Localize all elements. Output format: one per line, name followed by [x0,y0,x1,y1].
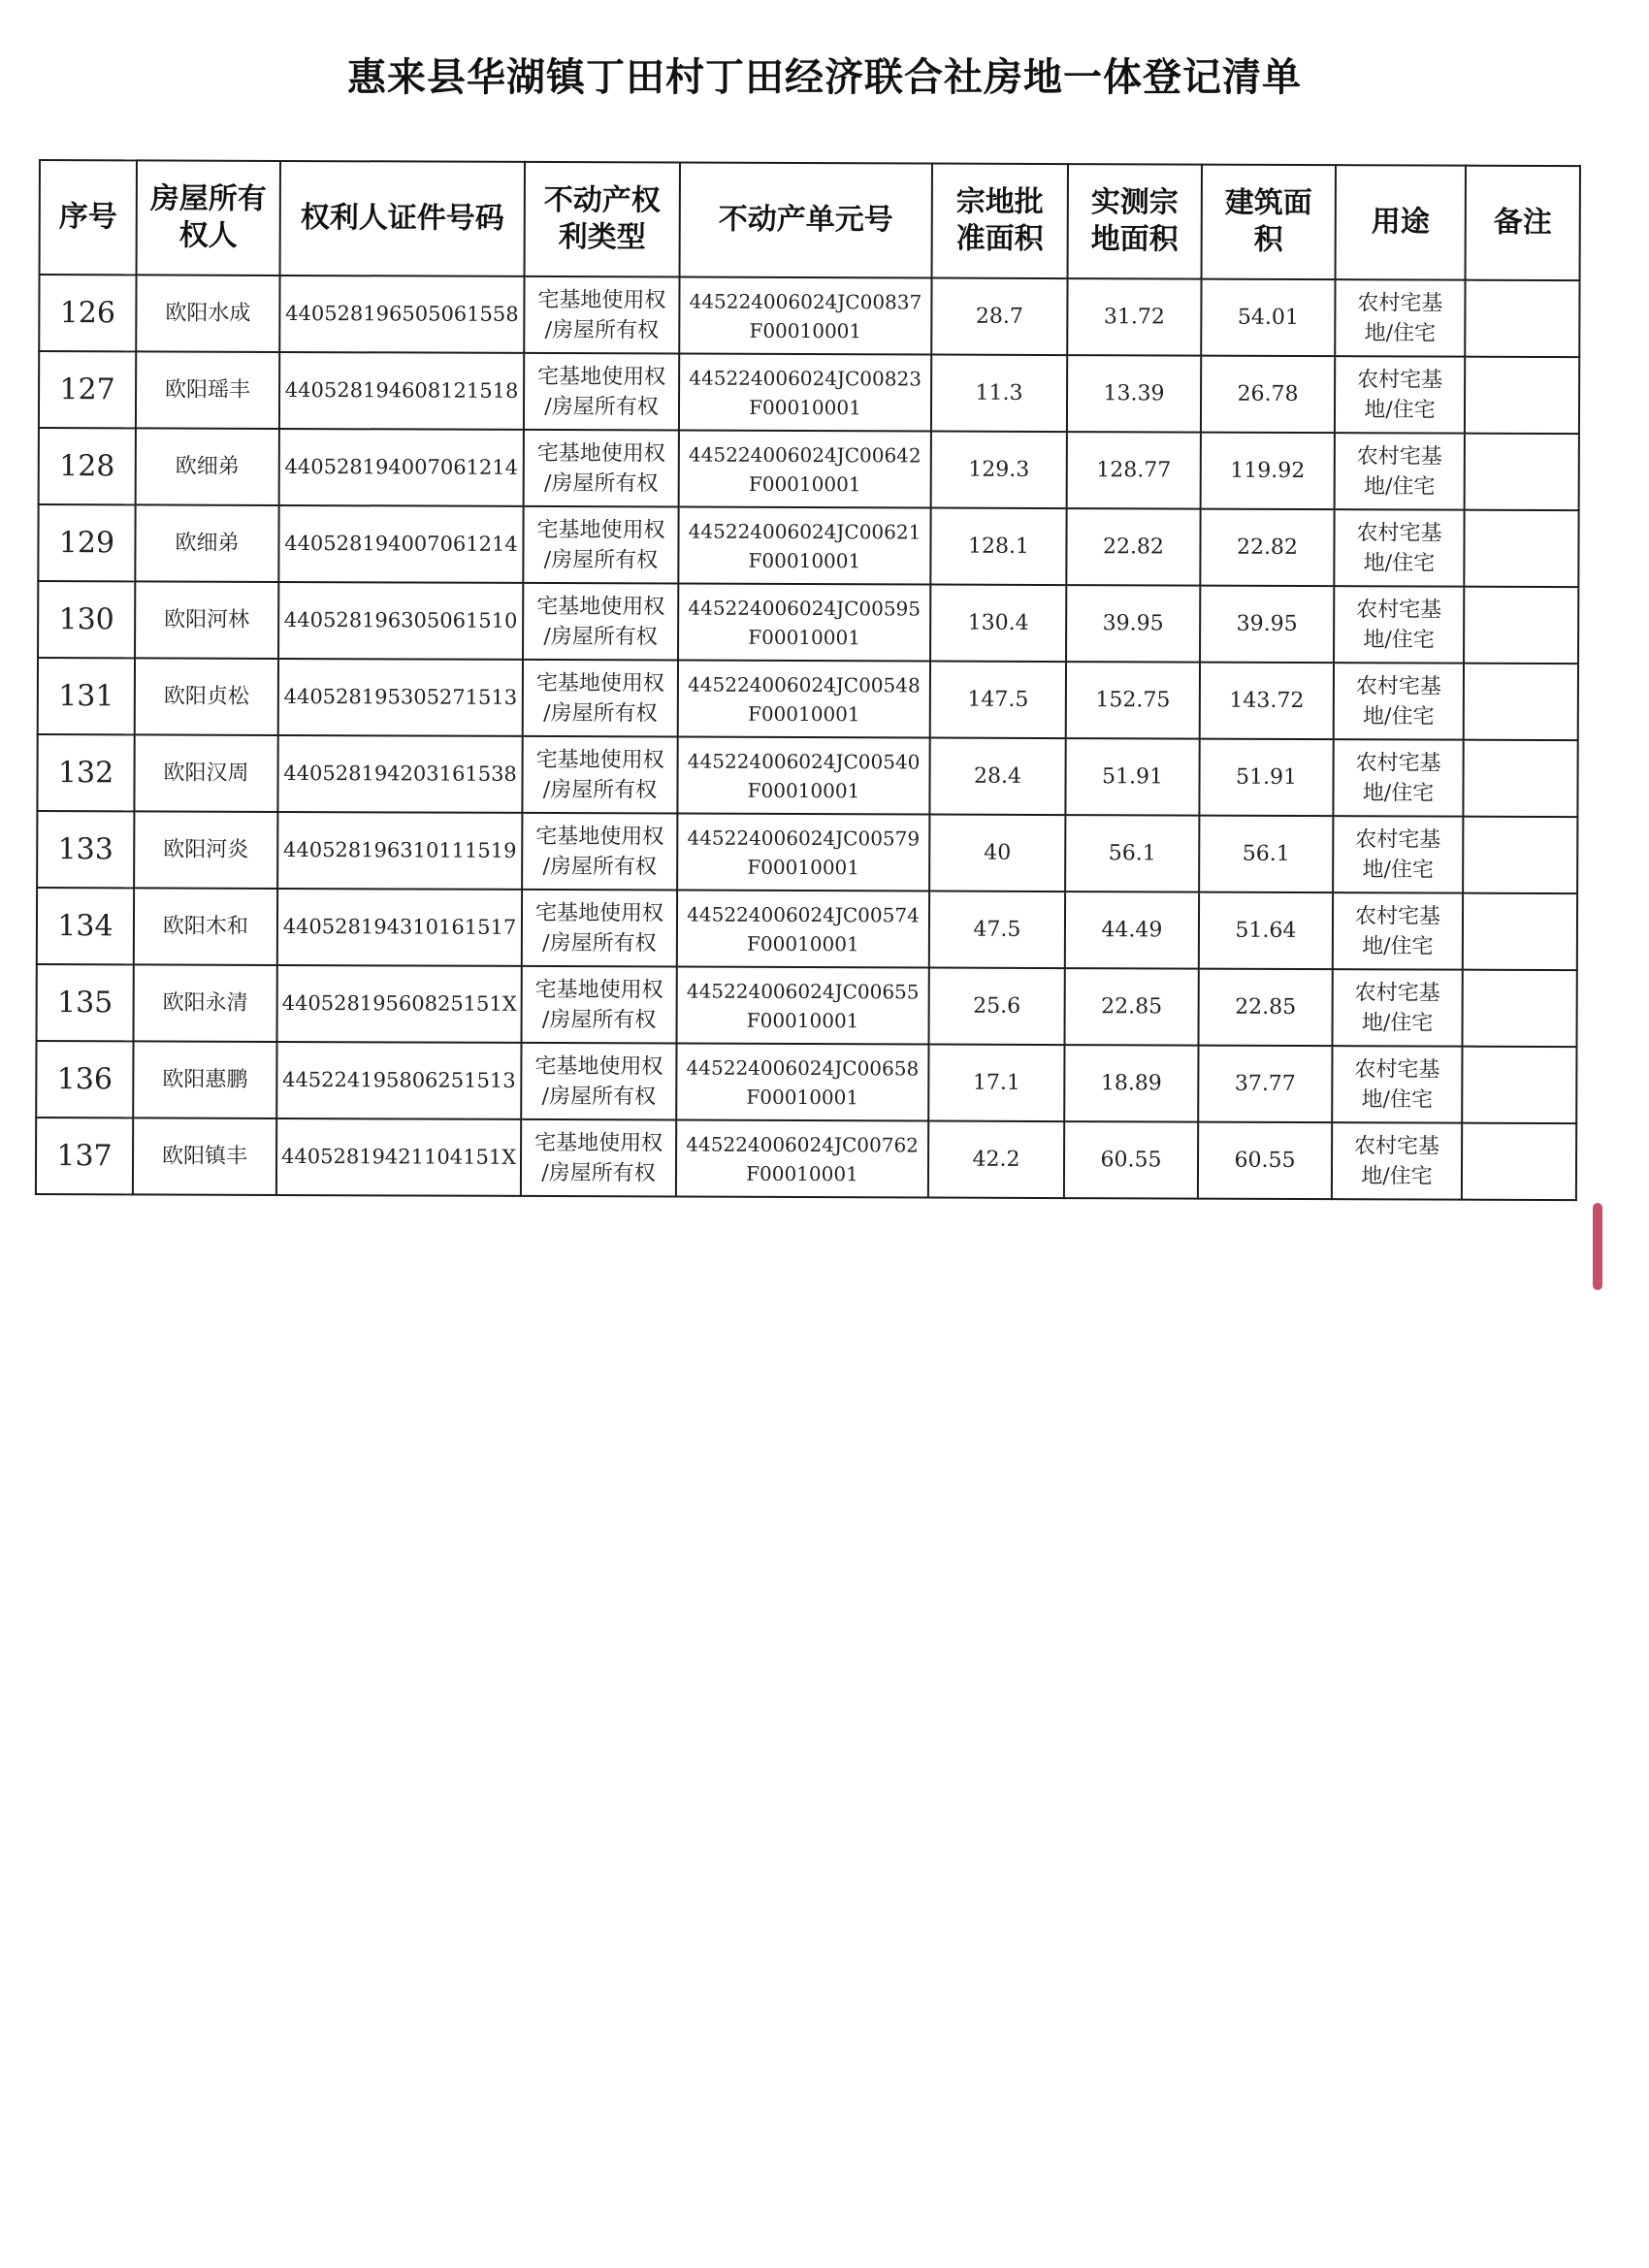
cell-seq: 137 [36,1118,133,1194]
table-row [39,428,1579,510]
cell-right-type-line: /房屋所有权 [542,854,657,879]
cell-unit-no-line: 445224006024JC00762 [686,1132,919,1156]
cell-right-type [523,506,678,584]
cell-remarks [1463,740,1577,817]
header-label-line: 用途 [1371,205,1430,240]
cell-unit-no-line: 445224006024JC00595 [688,596,922,620]
cell-right-type [521,1119,676,1197]
cell-unit-no-line: F00010001 [746,1085,859,1109]
cell-right-type [522,736,677,814]
header-seq [40,160,137,275]
cell-unit-no-line: 445224006024JC00540 [687,749,921,773]
table-row [37,964,1577,1047]
cell-right-type-line: /房屋所有权 [544,394,659,419]
cell-unit-no-line: F00010001 [748,548,861,572]
cell-building-area: 51.91 [1199,739,1333,817]
cell-id-number: 440528194310161517 [277,889,522,966]
cell-remarks [1465,434,1579,510]
cell-owner: 欧细弟 [136,428,279,505]
cell-owner: 欧阳汉周 [134,734,277,812]
cell-usage-line: 农村宅基 [1354,980,1440,1006]
cell-id-number: 44052819560825151X [277,965,522,1043]
cell-unit-no-line: F00010001 [749,318,862,342]
cell-unit-no [678,507,930,585]
cell-id-number: 440528196310111519 [277,812,522,890]
cell-unit-no-line: 445224006024JC00658 [686,1055,920,1080]
cell-measured-area: 18.89 [1064,1045,1198,1122]
cell-owner: 欧阳河林 [135,581,278,659]
header-label-line: 地面积 [1090,222,1179,257]
cell-unit-no-line: F00010001 [746,1161,858,1185]
cell-approved-area: 11.3 [931,355,1067,433]
cell-unit-no [678,661,930,738]
cell-measured-area: 22.85 [1065,968,1199,1046]
cell-building-area: 37.77 [1198,1046,1332,1123]
cell-seq: 126 [39,275,136,351]
cell-measured-area: 56.1 [1065,815,1199,892]
cell-unit-no-line: 445224006024JC00642 [688,442,922,467]
cell-usage-line: 地/住宅 [1362,780,1435,806]
cell-owner: 欧阳永清 [134,964,277,1042]
cell-approved-area: 40 [929,815,1065,892]
cell-usage-line: 地/住宅 [1362,857,1434,883]
cell-usage [1333,739,1463,817]
cell-measured-area: 152.75 [1066,662,1200,739]
cell-unit-no-line: F00010001 [747,931,859,956]
cell-building-area: 143.72 [1200,663,1334,740]
header-building-area [1202,165,1336,280]
cell-usage-line: 地/住宅 [1364,397,1436,423]
cell-building-area: 60.55 [1198,1122,1332,1200]
cell-right-type-line: /房屋所有权 [542,930,657,956]
cell-measured-area: 39.95 [1066,585,1200,663]
cell-id-number: 44052819421104151X [276,1118,521,1196]
cell-building-area: 54.01 [1201,279,1335,357]
cell-usage-line: 地/住宅 [1363,473,1436,500]
table-row [37,888,1577,970]
cell-seq: 127 [39,351,136,428]
table-body [36,275,1580,1200]
cell-right-type [524,276,679,354]
cell-approved-area: 42.2 [928,1121,1064,1199]
cell-remarks [1464,510,1578,587]
header-label-line: 权利人证件号码 [300,201,504,236]
cell-measured-area: 128.77 [1067,432,1201,509]
header-approved-area [932,164,1068,279]
cell-right-type-line: /房屋所有权 [543,547,659,572]
cell-unit-no [677,891,929,968]
cell-unit-no-line: F00010001 [746,1008,859,1032]
cell-approved-area: 17.1 [928,1045,1064,1122]
cell-usage [1335,356,1465,434]
cell-owner: 欧阳瑶丰 [136,351,279,429]
cell-building-area: 51.64 [1199,892,1333,970]
cell-id-number: 440528195305271513 [278,659,523,736]
cell-right-type-line: 宅基地使用权 [536,594,665,619]
cell-right-type-line: /房屋所有权 [543,700,658,726]
cell-unit-no [676,1044,928,1121]
table-row [38,504,1578,587]
cell-approved-area: 28.7 [931,278,1067,356]
cell-usage-line: 地/住宅 [1362,933,1434,959]
cell-unit-no-line: 445224006024JC00621 [688,519,922,543]
cell-unit-no [677,737,929,815]
cell-unit-no [678,584,930,662]
registration-table [35,159,1581,1201]
cell-usage-line: 农村宅基 [1354,1056,1440,1083]
table-row [37,811,1577,893]
cell-approved-area: 130.4 [930,585,1066,663]
cell-building-area: 22.82 [1200,509,1334,587]
header-remarks [1466,166,1580,280]
cell-usage [1332,969,1462,1047]
header-label-line: 权人 [178,218,238,253]
header-label-line: 不动产单元号 [718,202,893,238]
cell-unit-no-line: F00010001 [747,855,860,879]
cell-unit-no [679,431,931,508]
cell-unit-no-line: F00010001 [749,395,861,419]
cell-usage [1334,586,1464,664]
table-row [36,1041,1576,1123]
cell-right-type-line: /房屋所有权 [542,777,658,802]
cell-owner: 欧阳惠鹏 [133,1041,276,1118]
cell-usage-line: 地/住宅 [1363,550,1436,576]
cell-usage [1332,1046,1462,1123]
table-row [37,734,1577,817]
cell-right-type-line: 宅基地使用权 [535,747,664,772]
cell-remarks [1463,893,1577,970]
cell-remarks [1462,1123,1576,1200]
cell-remarks [1465,280,1579,357]
cell-right-type-line: 宅基地使用权 [537,287,666,312]
cell-right-type-line: /房屋所有权 [543,624,658,649]
cell-unit-no-line: F00010001 [748,471,861,496]
table-row [39,351,1579,434]
cell-right-type [524,353,679,431]
cell-owner: 欧细弟 [135,504,278,582]
cell-right-type-line: 宅基地使用权 [537,364,666,389]
header-label-line: 房屋所有 [149,181,267,216]
cell-remarks [1462,1047,1576,1123]
cell-id-number: 440528194608121518 [279,352,524,430]
cell-measured-area: 60.55 [1064,1121,1198,1199]
cell-approved-area: 25.6 [929,968,1065,1046]
cell-building-area: 119.92 [1201,433,1335,510]
header-label-line: 序号 [58,200,117,235]
cell-remarks [1465,357,1579,434]
cell-owner: 欧阳镇丰 [133,1118,276,1195]
header-id-number [280,161,525,276]
cell-usage-line: 农村宅基 [1356,443,1442,470]
cell-building-area: 26.78 [1201,356,1335,434]
cell-unit-no [679,277,931,355]
header-measured-area [1068,164,1202,279]
cell-seq: 128 [39,428,136,504]
header-usage [1336,165,1466,280]
cell-usage-line: 地/住宅 [1363,627,1435,653]
cell-usage-line: 地/住宅 [1361,1086,1434,1113]
cell-right-type [523,583,678,661]
cell-measured-area: 51.91 [1065,738,1199,816]
header-label-line: 备注 [1493,205,1552,240]
cell-usage-line: 农村宅基 [1355,673,1441,699]
ink-mark [1593,1203,1602,1290]
cell-owner: 欧阳贞松 [135,658,278,735]
cell-usage-line: 农村宅基 [1354,903,1441,929]
cell-usage-line: 农村宅基 [1357,290,1443,316]
cell-unit-no-line: 445224006024JC00579 [687,826,921,850]
header-right-type [525,162,680,277]
cell-usage-line: 地/住宅 [1364,320,1437,346]
cell-right-type-line: /房屋所有权 [543,470,659,496]
cell-right-type-line: 宅基地使用权 [534,900,664,925]
cell-approved-area: 128.1 [930,508,1066,586]
cell-unit-no-line: F00010001 [747,778,860,802]
cell-unit-no [676,1120,928,1198]
header-label-line: 利类型 [558,220,646,255]
cell-right-type-line: 宅基地使用权 [535,824,664,849]
cell-unit-no-line: 445224006024JC00655 [686,979,920,1003]
cell-remarks [1464,587,1578,664]
cell-measured-area: 22.82 [1066,508,1200,586]
cell-owner: 欧阳木和 [134,888,277,965]
cell-usage [1335,433,1465,510]
cell-usage-line: 农村宅基 [1357,367,1443,393]
cell-seq: 135 [37,964,134,1041]
cell-usage [1334,663,1464,740]
header-label-line: 实测宗 [1090,185,1179,220]
cell-approved-area: 28.4 [929,738,1065,816]
cell-building-area: 56.1 [1199,816,1333,893]
page-title: 惠来县华湖镇丁田村丁田经济联合社房地一体登记清单 [347,55,1302,100]
header-label-line: 宗地批 [955,184,1044,219]
cell-usage-line: 地/住宅 [1363,703,1435,729]
cell-usage [1332,1122,1462,1200]
cell-owner: 欧阳河炎 [134,811,277,889]
cell-approved-area: 129.3 [931,432,1067,509]
cell-id-number: 440528196505061558 [279,275,524,353]
cell-building-area: 39.95 [1200,586,1334,664]
cell-right-type [521,1043,676,1120]
cell-right-type-line: 宅基地使用权 [536,440,665,466]
cell-right-type [523,660,678,737]
header-unit-no [680,163,932,278]
cell-unit-no [679,354,931,432]
cell-unit-no [677,814,929,891]
header-label-line: 建筑面 [1224,185,1312,221]
cell-right-type-line: 宅基地使用权 [535,670,664,696]
cell-unit-no-line: F00010001 [747,701,860,726]
cell-building-area: 22.85 [1199,969,1333,1047]
cell-seq: 136 [36,1041,133,1118]
cell-usage-line: 地/住宅 [1361,1163,1433,1189]
cell-seq: 133 [37,811,134,888]
header-label-line: 不动产权 [543,183,661,218]
cell-unit-no [677,967,929,1045]
cell-measured-area: 44.49 [1065,891,1199,969]
cell-unit-no-line: 445224006024JC00823 [689,366,922,390]
cell-id-number: 440528194203161538 [277,735,522,813]
cell-usage-line: 农村宅基 [1355,750,1441,776]
cell-right-type-line: /房屋所有权 [544,317,660,342]
cell-right-type-line: 宅基地使用权 [534,1130,663,1155]
cell-right-type [524,430,679,507]
cell-right-type-line: /房屋所有权 [541,1084,657,1109]
cell-unit-no-line: 445224006024JC00548 [688,672,921,697]
cell-usage-line: 农村宅基 [1356,520,1442,546]
cell-id-number: 440528194007061214 [279,429,524,506]
cell-usage-line: 农村宅基 [1355,826,1441,853]
cell-right-type [522,890,677,967]
cell-right-type [522,813,677,891]
cell-seq: 131 [38,658,135,734]
cell-unit-no-line: 445224006024JC00574 [687,902,920,926]
cell-remarks [1462,970,1576,1047]
table-row [36,1118,1576,1200]
cell-seq: 129 [38,504,135,581]
table-row [38,658,1578,740]
cell-usage [1333,892,1463,970]
cell-usage [1333,816,1463,893]
cell-right-type-line: /房屋所有权 [541,1160,656,1185]
cell-id-number: 440528194007061214 [278,505,523,583]
cell-seq: 134 [37,888,134,964]
cell-right-type [522,966,677,1044]
cell-usage-line: 农村宅基 [1354,1133,1440,1159]
cell-usage [1335,279,1465,357]
cell-right-type-line: 宅基地使用权 [534,1053,663,1079]
table-row [39,275,1579,357]
cell-usage-line: 农村宅基 [1356,597,1442,623]
cell-owner: 欧阳水成 [136,275,279,352]
header-label-line: 积 [1253,222,1283,257]
cell-right-type-line: /房屋所有权 [541,1007,657,1032]
header-label-line: 准面积 [955,221,1044,256]
cell-measured-area: 13.39 [1067,355,1201,433]
cell-unit-no-line: 445224006024JC00837 [689,289,922,313]
cell-id-number: 440528196305061510 [278,582,523,660]
cell-id-number: 445224195806251513 [276,1042,521,1119]
cell-usage-line: 地/住宅 [1361,1010,1434,1036]
cell-right-type-line: 宅基地使用权 [536,517,665,542]
cell-approved-area: 147.5 [930,662,1066,739]
table-row [38,581,1578,664]
cell-remarks [1464,664,1578,740]
cell-approved-area: 47.5 [929,891,1065,969]
cell-usage [1334,509,1464,587]
cell-unit-no-line: F00010001 [748,625,861,649]
cell-seq: 132 [37,734,134,811]
cell-seq: 130 [38,581,135,658]
cell-remarks [1463,817,1577,893]
header-owner [137,160,280,275]
table-header-row [40,160,1580,280]
cell-measured-area: 31.72 [1067,278,1201,356]
cell-right-type-line: 宅基地使用权 [534,977,663,1002]
